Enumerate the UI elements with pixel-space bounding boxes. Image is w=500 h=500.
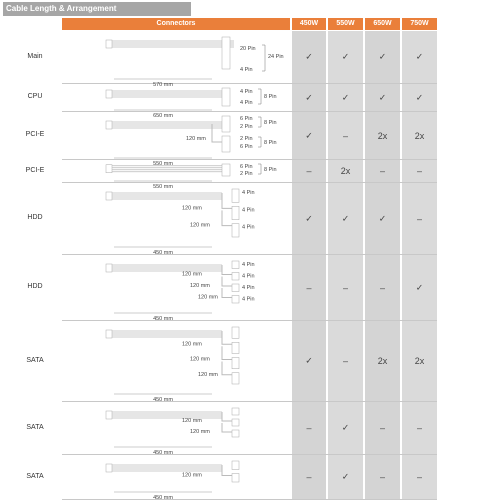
value-cell [365, 455, 400, 499]
connector-plug [232, 461, 239, 470]
value-text: – [306, 166, 312, 176]
value-cell [365, 112, 400, 159]
value-text: – [379, 282, 385, 293]
value-cell [292, 183, 326, 254]
value-text: ✓ [305, 92, 313, 102]
value-cell [328, 321, 363, 401]
connector-plug [232, 327, 239, 338]
value-text: ✓ [415, 282, 424, 292]
connector-label: HDD [27, 214, 43, 221]
connector-plug [232, 430, 239, 437]
value-text: ✓ [415, 51, 424, 62]
header-750w: 750W [402, 18, 437, 30]
connector-plug [222, 37, 230, 69]
pin-label: 20 Pin [240, 46, 256, 52]
segment-length: 120 mm [190, 429, 210, 435]
value-text: ✓ [341, 471, 350, 482]
segment-length: 120 mm [198, 294, 218, 301]
pin-label: 2 Pin [240, 171, 253, 177]
value-cell [402, 112, 437, 159]
segment-length: 120 mm [182, 205, 202, 212]
connector-plug [232, 296, 239, 304]
value-cell [365, 402, 400, 454]
connector-plug [222, 136, 230, 152]
value-cell [292, 455, 326, 499]
value-text: – [379, 166, 385, 176]
value-text: ✓ [378, 92, 387, 102]
table-row [27, 183, 437, 256]
connector-plug [232, 419, 239, 426]
value-cell [292, 84, 326, 111]
cable-diagram [62, 112, 290, 167]
pin-label: 6 Pin [240, 144, 253, 150]
table-row [25, 112, 437, 167]
value-cell [402, 402, 437, 454]
connector-label: PCI-E [25, 166, 45, 174]
segment-length: 120 mm [190, 283, 210, 289]
connector-plug [106, 192, 112, 200]
value-cell [402, 84, 437, 111]
value-text: 2x [377, 356, 388, 366]
connector-plug [222, 164, 230, 176]
cable-length: 450 mm [153, 495, 173, 500]
pin-label: 6 Pin [240, 116, 253, 122]
connector-label: PCI-E [25, 131, 45, 138]
segment-length: 120 mm [190, 356, 210, 363]
value-cell [365, 31, 400, 83]
value-cell [328, 84, 363, 111]
pin-label: 4 Pin [242, 207, 255, 214]
cable-length: 550 mm [153, 161, 173, 167]
value-cell [328, 455, 363, 499]
value-cell [328, 112, 363, 159]
cable-length: 450 mm [153, 397, 173, 403]
value-cell [328, 402, 363, 454]
pin-label: 6 Pin [240, 164, 253, 170]
value-text: 2x [414, 356, 425, 366]
value-cell [365, 160, 400, 182]
segment-length: 120 mm [198, 371, 218, 378]
value-cell [292, 402, 326, 454]
connector-plug [106, 464, 112, 472]
value-cell [402, 321, 437, 401]
segment-length: 120 mm [190, 222, 210, 229]
value-cell [328, 183, 363, 254]
value-cell [292, 321, 326, 401]
total-pin-label: 8 Pin [264, 140, 277, 146]
value-cell [402, 31, 437, 83]
connector-label: CPU [27, 93, 43, 100]
value-cell [328, 160, 363, 182]
value-text: ✓ [305, 130, 313, 140]
cable-length: 550 mm [153, 184, 173, 190]
cable-diagram [62, 160, 290, 190]
value-cell [402, 455, 437, 499]
connector-plug [222, 88, 230, 106]
value-text: ✓ [341, 51, 350, 62]
value-text: ✓ [305, 51, 313, 62]
connector-plug [232, 373, 239, 384]
segment-length: 120 mm [182, 341, 202, 348]
connector-plug [232, 261, 239, 269]
segment-length: 120 mm [182, 472, 202, 479]
value-text: – [342, 130, 348, 141]
value-cell [402, 160, 437, 182]
header-550w: 550W [328, 18, 363, 30]
value-text: – [416, 213, 422, 224]
connector-label: SATA [26, 423, 44, 431]
value-cell [365, 321, 400, 401]
value-cell [292, 112, 326, 159]
value-cell [292, 160, 326, 182]
cable-diagram [62, 31, 290, 88]
cable-length: 570 mm [153, 82, 173, 88]
cable-diagram [62, 455, 290, 500]
value-text: 2x [377, 130, 388, 141]
connector-plug [106, 40, 112, 48]
cable-diagram [62, 255, 290, 321]
value-text: – [306, 282, 312, 293]
value-cell [328, 31, 363, 83]
value-text: ✓ [305, 355, 313, 366]
header-650w: 650W [365, 18, 400, 30]
value-text: – [416, 166, 422, 176]
value-text: – [416, 472, 422, 482]
value-cell [365, 183, 400, 254]
connector-plug [232, 284, 239, 292]
connector-plug [232, 189, 239, 202]
value-text: – [379, 423, 385, 433]
table-row [25, 160, 437, 190]
total-pin-label: 8 Pin [264, 167, 277, 173]
cable-length: 450 mm [153, 450, 173, 456]
table-row [26, 321, 437, 403]
value-text: – [416, 423, 422, 433]
pin-label: 4 Pin [242, 296, 255, 303]
value-text: – [306, 423, 312, 433]
value-text: – [379, 472, 385, 482]
connector-label: SATA [26, 472, 44, 480]
value-text: ✓ [341, 213, 350, 223]
connector-plug [106, 165, 112, 173]
connector-plug [232, 273, 239, 281]
value-cell [365, 84, 400, 111]
pin-label: 4 Pin [242, 224, 255, 231]
connector-label: HDD [27, 283, 43, 290]
value-text: 2x [414, 130, 425, 141]
value-text: ✓ [378, 213, 387, 223]
value-text: – [306, 472, 312, 482]
table-row [27, 255, 437, 322]
pin-label: 4 Pin [242, 285, 255, 291]
cable-length: 450 mm [153, 316, 173, 322]
connector-plug [222, 116, 230, 132]
cable-diagram [62, 183, 290, 255]
connector-plug [232, 474, 239, 483]
pin-label: 2 Pin [240, 136, 253, 142]
segment-length: 120 mm [182, 271, 202, 278]
value-text: ✓ [378, 51, 387, 62]
value-cell [402, 183, 437, 254]
connector-plug [106, 90, 112, 98]
connector-plug [232, 408, 239, 415]
pin-label: 4 Pin [240, 89, 253, 95]
table-row [26, 455, 437, 500]
table-row [26, 402, 437, 456]
value-cell [402, 255, 437, 320]
connector-plug [232, 342, 239, 353]
cable-diagram [62, 321, 290, 402]
section-title: Cable Length & Arrangement [3, 2, 191, 16]
table-row [27, 31, 437, 88]
value-text: – [342, 282, 348, 293]
value-text: – [342, 356, 348, 366]
pin-label: 2 Pin [240, 124, 253, 130]
connector-plug [106, 121, 112, 129]
connector-plug [106, 330, 112, 338]
header-connectors: Connectors [62, 18, 290, 30]
value-cell [328, 255, 363, 320]
total-pin-label: 24 Pin [268, 54, 284, 60]
pin-label: 4 Pin [240, 100, 253, 106]
segment-length: 120 mm [186, 136, 206, 142]
pin-label: 4 Pin [242, 190, 255, 196]
connector-plug [232, 358, 239, 369]
value-text: ✓ [341, 92, 350, 102]
value-cell [292, 255, 326, 320]
value-cell [292, 31, 326, 83]
value-text: ✓ [415, 92, 424, 102]
value-text: ✓ [341, 422, 350, 433]
connector-label: Main [27, 52, 43, 60]
connector-plug [232, 206, 239, 219]
pin-label: 4 Pin [242, 262, 255, 268]
value-cell [365, 255, 400, 320]
total-pin-label: 8 Pin [264, 120, 277, 126]
cable-diagram [62, 402, 290, 455]
connector-plug [106, 411, 112, 419]
cable-length: 450 mm [153, 250, 173, 256]
header-450w: 450W [292, 18, 326, 30]
cable-length: 650 mm [153, 113, 173, 119]
connector-plug [106, 264, 112, 272]
total-pin-label: 8 Pin [264, 94, 277, 100]
pin-label: 4 Pin [242, 273, 255, 280]
value-text: 2x [340, 166, 351, 176]
connector-plug [232, 224, 239, 237]
segment-length: 120 mm [182, 418, 202, 424]
value-text: ✓ [305, 213, 313, 223]
connector-label: SATA [26, 356, 44, 364]
pin-label: 4 Pin [240, 67, 253, 73]
